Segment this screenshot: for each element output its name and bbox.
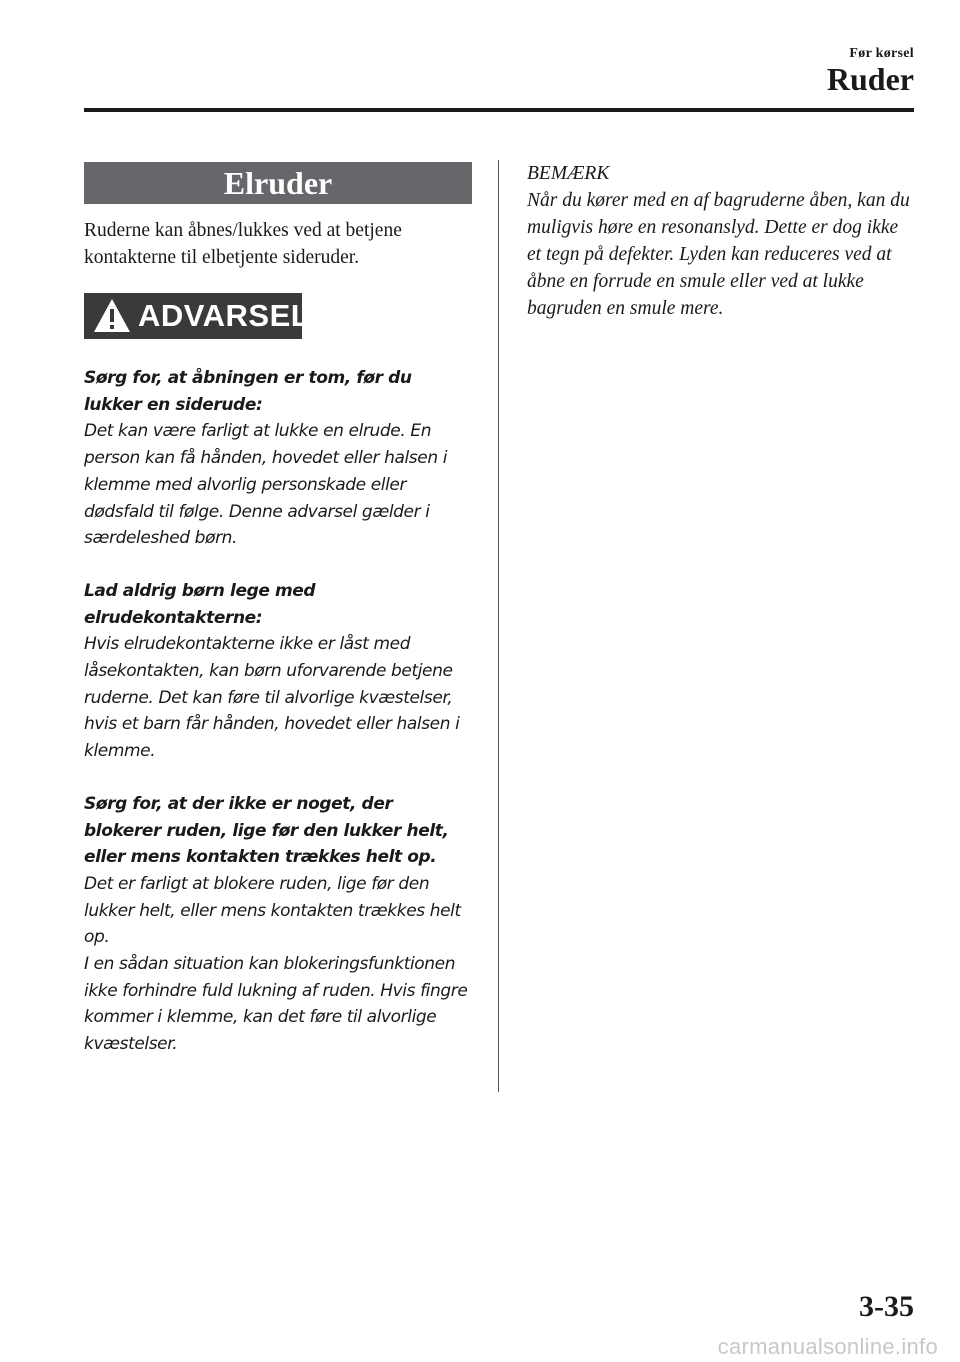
note-heading: BEMÆRK bbox=[527, 163, 610, 184]
column-divider bbox=[498, 160, 499, 1092]
warning-text: Det kan være farligt at lukke en elrude. En person kan få hånden, hovedet eller halsen i klemme med alvorlig personskade eller dødsfald til følge. Denne advarsel gælder i særdeleshed børn. bbox=[84, 421, 448, 549]
page-number: 3-35 bbox=[859, 1290, 914, 1323]
header-subtitle: Før kørsel bbox=[849, 46, 914, 61]
warning-body bbox=[84, 365, 472, 1058]
warning-heading: Sørg for, at åbningen er tom, før du lukker en siderude: bbox=[84, 368, 412, 415]
warning-text: I en sådan situation kan blokeringsfunktionen ikke forhindre fuld lukning af ruden. Hvis fingre kommer i klemme, kan det føre til alvorlige kvæstelser. bbox=[84, 954, 468, 1055]
watermark: carmanualsonline.info bbox=[717, 1334, 938, 1359]
section-intro: Ruderne kan åbnes/lukkes ved at betjene kontakterne til elbetjente sideruder. bbox=[84, 220, 402, 268]
left-column bbox=[84, 162, 472, 1084]
warning-item bbox=[84, 365, 472, 552]
warning-text: Hvis elrudekontakterne ikke er låst med låsekontakten, kan børn uforvarende betjene ruderne. Det kan føre til alvorlige kvæstelser, hvis et barn får hånden, hovedet eller halsen i klemme. bbox=[84, 634, 460, 762]
warning-text: Det er farligt at blokere ruden, lige før den lukker helt, eller mens kontakten trækkes helt op. bbox=[84, 873, 461, 948]
page-title: Ruder bbox=[826, 61, 914, 97]
right-column bbox=[527, 160, 917, 322]
warning-triangle-icon bbox=[92, 297, 132, 335]
warning-label: ADVARSEL bbox=[138, 298, 311, 333]
warning-heading: Sørg for, at der ikke er noget, der blokerer ruden, lige før den lukker helt, eller mens kontakten trækkes helt op. bbox=[84, 793, 449, 868]
warning-item bbox=[84, 791, 472, 1058]
section-title: Elruder bbox=[84, 162, 472, 204]
warning-item bbox=[84, 578, 472, 765]
note-body: Når du kører med en af bagruderne åben, kan du muligvis høre en resonanslyd. Dette er dog ikke et tegn på defekter. Lyden kan reduceres ved at åbne en forrude en smule eller ved at lukke bagruden en smule mere. bbox=[527, 190, 910, 319]
warning-badge bbox=[84, 293, 311, 339]
header-rule bbox=[84, 108, 914, 112]
warning-heading: Lad aldrig børn lege med elrudekontakterne: bbox=[84, 580, 316, 628]
